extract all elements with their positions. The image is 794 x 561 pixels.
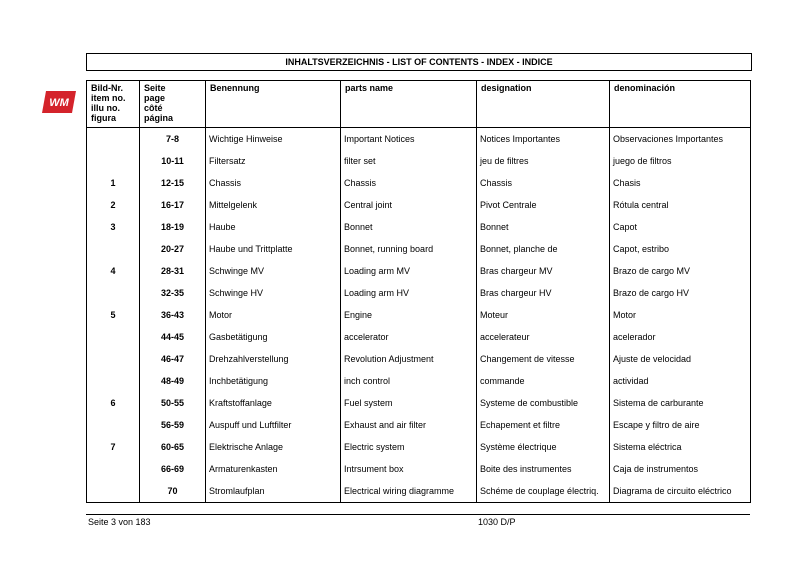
table-row (87, 414, 751, 436)
german-name: Gasbetätigung (206, 326, 341, 348)
header-label-line: parts name (345, 83, 394, 93)
page-range: 66-69 (140, 458, 206, 480)
wm-logo (42, 88, 76, 116)
table-row (87, 458, 751, 480)
table-row (87, 392, 751, 414)
english-name: Important Notices (341, 128, 477, 151)
table-row (87, 260, 751, 282)
header-label-line: illu no. (91, 103, 120, 113)
english-name: Fuel system (341, 392, 477, 414)
table-row (87, 282, 751, 304)
french-name: Moteur (477, 304, 610, 326)
header-page (140, 81, 206, 128)
french-name: accelerateur (477, 326, 610, 348)
german-name: Armaturenkasten (206, 458, 341, 480)
page-range: 28-31 (140, 260, 206, 282)
spanish-name: Chasis (610, 172, 751, 194)
header-label-line: Bild-Nr. (91, 83, 124, 93)
page-range: 50-55 (140, 392, 206, 414)
english-name: Bonnet, running board (341, 238, 477, 260)
footer-divider (86, 514, 750, 515)
header-spanish-name (610, 81, 751, 128)
figure-number: 4 (87, 260, 140, 282)
french-name: Boite des instrumentes (477, 458, 610, 480)
header-label-line: Seite (144, 83, 166, 93)
figure-number (87, 326, 140, 348)
figure-number (87, 128, 140, 151)
spanish-name: Capot (610, 216, 751, 238)
german-name: Stromlaufplan (206, 480, 341, 503)
table-row (87, 238, 751, 260)
french-name: Schéme de couplage électriq. (477, 480, 610, 503)
table-row (87, 348, 751, 370)
figure-number: 7 (87, 436, 140, 458)
page-range: 16-17 (140, 194, 206, 216)
german-name: Wichtige Hinweise (206, 128, 341, 151)
spanish-name: Caja de instrumentos (610, 458, 751, 480)
table-row (87, 370, 751, 392)
german-name: Haube und Trittplatte (206, 238, 341, 260)
page-range: 7-8 (140, 128, 206, 151)
english-name: Chassis (341, 172, 477, 194)
english-name: inch control (341, 370, 477, 392)
english-name: Exhaust and air filter (341, 414, 477, 436)
german-name: Schwinge MV (206, 260, 341, 282)
header-label-line: page (144, 93, 166, 103)
page-range: 60-65 (140, 436, 206, 458)
header-label-line: página (144, 113, 174, 123)
english-name: Central joint (341, 194, 477, 216)
header-label-line: item no. (91, 93, 126, 103)
spanish-name: Motor (610, 304, 751, 326)
french-name: Bonnet (477, 216, 610, 238)
header-label-line: designation (481, 83, 532, 93)
page-range: 12-15 (140, 172, 206, 194)
french-name: Bras chargeur HV (477, 282, 610, 304)
table-body (87, 128, 751, 503)
header-label-line: Benennung (210, 83, 260, 93)
page-range: 32-35 (140, 282, 206, 304)
spanish-name: Sistema de carburante (610, 392, 751, 414)
figure-number (87, 370, 140, 392)
english-name: Intrsument box (341, 458, 477, 480)
english-name: filter set (341, 150, 477, 172)
header-label-line: denominación (614, 83, 676, 93)
spanish-name: Brazo de cargo HV (610, 282, 751, 304)
figure-number (87, 282, 140, 304)
french-name: Pivot Centrale (477, 194, 610, 216)
german-name: Inchbetätigung (206, 370, 341, 392)
spanish-name: Diagrama de circuito eléctrico (610, 480, 751, 503)
french-name: Chassis (477, 172, 610, 194)
german-name: Haube (206, 216, 341, 238)
page-range: 46-47 (140, 348, 206, 370)
german-name: Filtersatz (206, 150, 341, 172)
page-range: 70 (140, 480, 206, 503)
german-name: Auspuff und Luftfilter (206, 414, 341, 436)
figure-number (87, 150, 140, 172)
english-name: Revolution Adjustment (341, 348, 477, 370)
table-row (87, 216, 751, 238)
figure-number (87, 480, 140, 503)
german-name: Elektrische Anlage (206, 436, 341, 458)
german-name: Motor (206, 304, 341, 326)
table-row (87, 172, 751, 194)
figure-number: 1 (87, 172, 140, 194)
page-range: 48-49 (140, 370, 206, 392)
french-name: Système électrique (477, 436, 610, 458)
figure-number: 3 (87, 216, 140, 238)
french-name: Changement de vitesse (477, 348, 610, 370)
header-label-line: côté (144, 103, 163, 113)
table-row (87, 436, 751, 458)
french-name: commande (477, 370, 610, 392)
table-header-row (87, 81, 751, 128)
contents-table (86, 80, 751, 503)
page-range: 18-19 (140, 216, 206, 238)
page-range: 10-11 (140, 150, 206, 172)
spanish-name: Observaciones Importantes (610, 128, 751, 151)
page-range: 44-45 (140, 326, 206, 348)
english-name: Bonnet (341, 216, 477, 238)
french-name: Systeme de combustible (477, 392, 610, 414)
page-range: 36-43 (140, 304, 206, 326)
figure-number: 5 (87, 304, 140, 326)
table-row (87, 150, 751, 172)
table-row (87, 326, 751, 348)
figure-number (87, 414, 140, 436)
table-row (87, 128, 751, 151)
spanish-name: Capot, estribo (610, 238, 751, 260)
header-english-name (341, 81, 477, 128)
german-name: Kraftstoffanlage (206, 392, 341, 414)
english-name: accelerator (341, 326, 477, 348)
spanish-name: juego de filtros (610, 150, 751, 172)
figure-number (87, 458, 140, 480)
page-range: 56-59 (140, 414, 206, 436)
spanish-name: Escape y filtro de aire (610, 414, 751, 436)
french-name: Echapement et filtre (477, 414, 610, 436)
english-name: Loading arm MV (341, 260, 477, 282)
figure-number: 6 (87, 392, 140, 414)
table-row (87, 304, 751, 326)
german-name: Mittelgelenk (206, 194, 341, 216)
figure-number (87, 238, 140, 260)
header-label-line: figura (91, 113, 117, 123)
spanish-name: Sistema eléctrica (610, 436, 751, 458)
header-figure-no (87, 81, 140, 128)
spanish-name: acelerador (610, 326, 751, 348)
table-row (87, 480, 751, 503)
page-range: 20-27 (140, 238, 206, 260)
german-name: Schwinge HV (206, 282, 341, 304)
german-name: Drehzahlverstellung (206, 348, 341, 370)
spanish-name: Rótula central (610, 194, 751, 216)
document-code: 1030 D/P (478, 517, 516, 527)
logo-text: WM (49, 97, 69, 109)
spanish-name: actividad (610, 370, 751, 392)
figure-number (87, 348, 140, 370)
french-name: Bonnet, planche de (477, 238, 610, 260)
english-name: Loading arm HV (341, 282, 477, 304)
english-name: Electric system (341, 436, 477, 458)
page-number: Seite 3 von 183 (88, 517, 151, 527)
figure-number: 2 (87, 194, 140, 216)
german-name: Chassis (206, 172, 341, 194)
english-name: Electrical wiring diagramme (341, 480, 477, 503)
english-name: Engine (341, 304, 477, 326)
french-name: Notices Importantes (477, 128, 610, 151)
french-name: Bras chargeur MV (477, 260, 610, 282)
spanish-name: Brazo de cargo MV (610, 260, 751, 282)
french-name: jeu de filtres (477, 150, 610, 172)
table-row (87, 194, 751, 216)
header-german-name (206, 81, 341, 128)
document-title: INHALTSVERZEICHNIS - LIST OF CONTENTS - INDEX - INDICE (86, 53, 752, 71)
spanish-name: Ajuste de velocidad (610, 348, 751, 370)
header-french-name (477, 81, 610, 128)
